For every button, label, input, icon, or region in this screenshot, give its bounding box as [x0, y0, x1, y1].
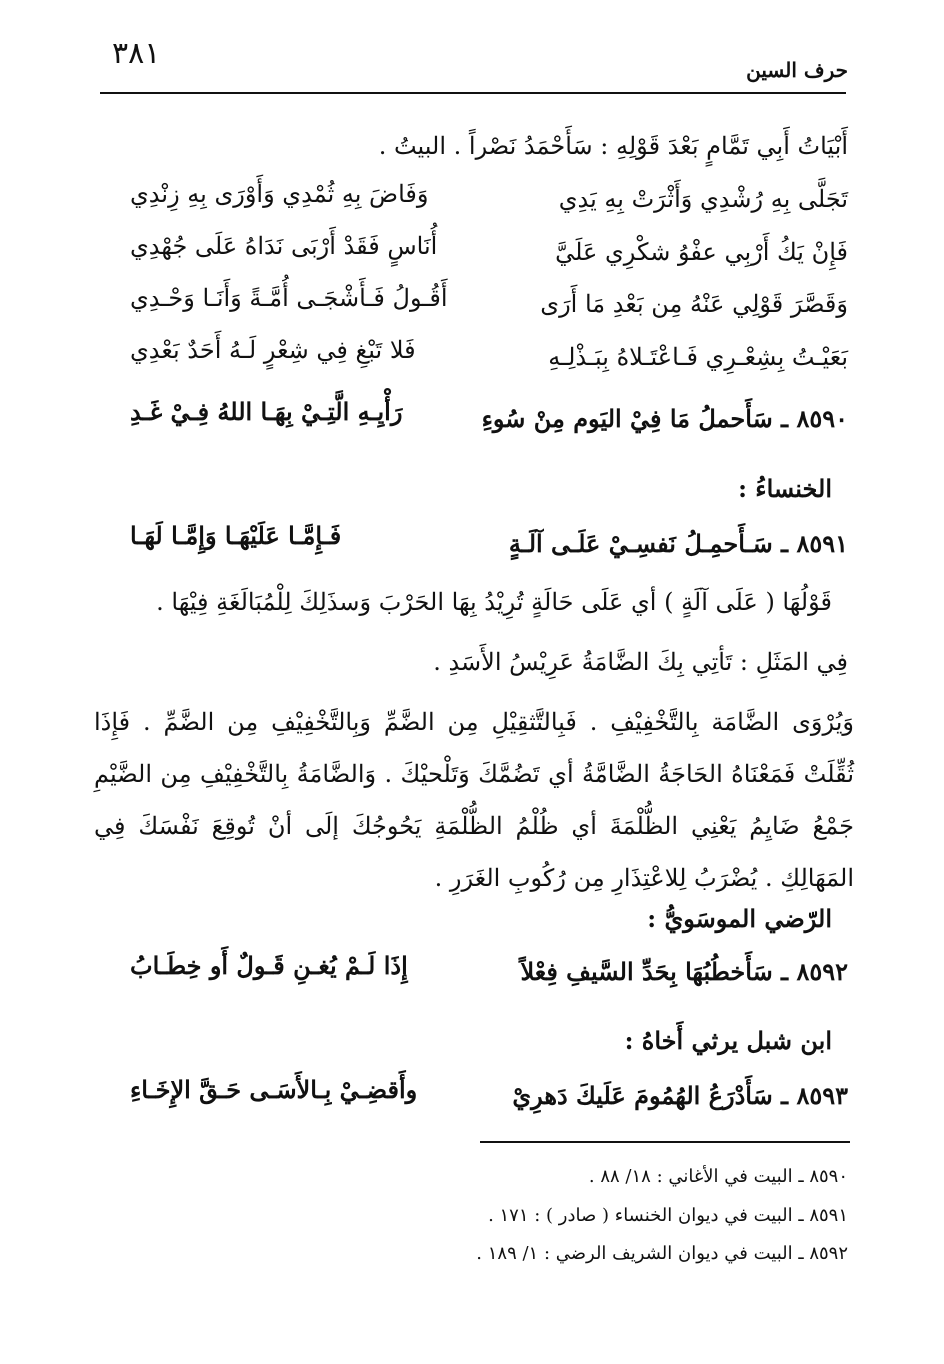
- couplet-2-left: أُنَاسٍ فَقَدْ أَرْبَى نَدَاهُ عَلَى جُهْدِي: [130, 232, 438, 260]
- verse-8593-right: ٨٥٩٣ ـ سَأَدْرَعُ الهُمُومَ عَلَيكَ دَهرِيْ: [512, 1081, 848, 1110]
- poet-radi: الرّضي الموسَويُّ :: [647, 904, 832, 933]
- poet-ibn-shibl: ابن شبل يرثي أَخاهُ :: [624, 1026, 832, 1055]
- verse-8590-right: ٨٥٩٠ ـ سَأَحملُ مَا فِيْ اليَوم مِنْ سُوءِ: [481, 404, 848, 433]
- couplet-4-right: بَعَيْـتُ بِشِعْـرِي فَـاعْتَـلاهُ بِبَـذْلِـهِ: [548, 343, 848, 371]
- verse-8592-right: ٨٥٩٢ ـ سَأَخطُبُهَا بِحَدِّ السَّيفِ فِعْلاً: [520, 957, 848, 986]
- verse-8593-left: وأَقضِـيْ بِـالأَسَـى حَـقَّ الإِخَـاءِ: [130, 1075, 418, 1104]
- verse-8591-right: ٨٥٩١ ـ سَـأَحمِـلُ نَفسِـيْ عَلَـى آلَـةٍ: [508, 529, 848, 558]
- running-head: حرف السين: [746, 58, 848, 82]
- couplet-1-left: وَفَاضَ بِهِ ثُمْدِي وَأَوْرَى بِهِ زِنْدِي: [130, 180, 429, 208]
- comment-8591: قَوْلُهَا ( عَلَى آلَةٍ ) أي عَلَى حَالَةٍ تُرِيْدُ بِهَا الحَرْبَ وَسذَلِكَ لِلْمُبَالَغَةِ فِيْهَا .: [156, 588, 832, 616]
- verse-8592-left: إِذَا لَـمْ يُغـنِ قَـولٌ أَو خِطَـابُ: [130, 951, 408, 980]
- intro-line: أَبْيَاتُ أَبِي تَمَّامٍ بَعْدَ قَوْلِهِ : سَأَحْمَدُ نَصْراً . البيتُ .: [378, 132, 848, 160]
- couplet-3-right: وَقَصَّرَ قَوْلِي عَنْهُ مِن بَعْدِ مَا أَرَى: [540, 290, 848, 318]
- footnote-rule: [480, 1141, 850, 1143]
- footnote-8592: ٨٥٩٢ ـ البيت في ديوان الشريف الرضي : ١/ ١٨٩ .: [476, 1243, 848, 1264]
- proverb-explanation: وَيُرْوَى الضَّامَة بِالتَّخْفِيْفِ . فَبِالتَّثقِيْلِ مِن الضَّمِّ وَبِالتَّخْفِيْفِ مِن الضَّمِّ . فَإِذَا ثُقِّلَتْ فَمَعْنَاهُ الحَاجَةُ الضَّامَّةُ أي تَضُمَّكَ وَتَلْحيْكَ . وَالضَّامَةُ بِالتَّخْفِيْفِ مِن الضَّيْمِ جَمْعُ ضَايِمُ يَعْنِي الظُّلْمَةَ أي ظُلْمُ الظُّلْمَةِ يَحُوجُكَ إلَى أنْ تُوقِعَ نَفْسَكَ فِي المَهَالِكِ . يُضْرَبُ لِلاعْتِذَارِ مِن رُكُوبِ الغَرَرِ .: [94, 708, 854, 892]
- proverb: فِي المَثَلِ : تَأتِي بِكَ الضَّامَةُ عَرِيْسُ الأَسَدِ .: [433, 648, 848, 676]
- verse-8591-left: فَـإِمَّـا عَلَيْهَـا وَإِمَّـا لَهَـا: [130, 521, 342, 550]
- page-number: ٣٨١: [112, 36, 161, 71]
- footnote-8591: ٨٥٩١ ـ البيت في ديوان الخنساء ( صادر ) : ١٧١ .: [488, 1205, 848, 1226]
- couplet-1-right: تَجَلَّى بِهِ رُشْدِي وَأَثْرَتْ بِهِ يَدِي: [558, 185, 848, 213]
- couplet-3-left: أَقُـولُ فَـأَشْجَـى أُمَّـةً وَأَنَـا وَحْـدِي: [130, 284, 448, 312]
- footnote-8590: ٨٥٩٠ ـ البيت في الأغاني : ١٨/ ٨٨ .: [588, 1166, 848, 1187]
- poet-khansa: الخنساءُ :: [738, 474, 832, 503]
- verse-8590-left: رَأْيِـهِ الَّتِـيْ بِهَـا اللهُ فِـيْ غَـدِ: [130, 397, 403, 426]
- couplet-2-right: فَإِنْ يَكُ أَرْبِي عفْوُ شكْرِي عَلَيَّ: [555, 238, 848, 266]
- couplet-4-left: فَلا تَبْغِ فِي شِعْرٍ لَـهُ أَحَدٌ بَعْدِي: [130, 336, 416, 364]
- header-rule: [100, 92, 846, 94]
